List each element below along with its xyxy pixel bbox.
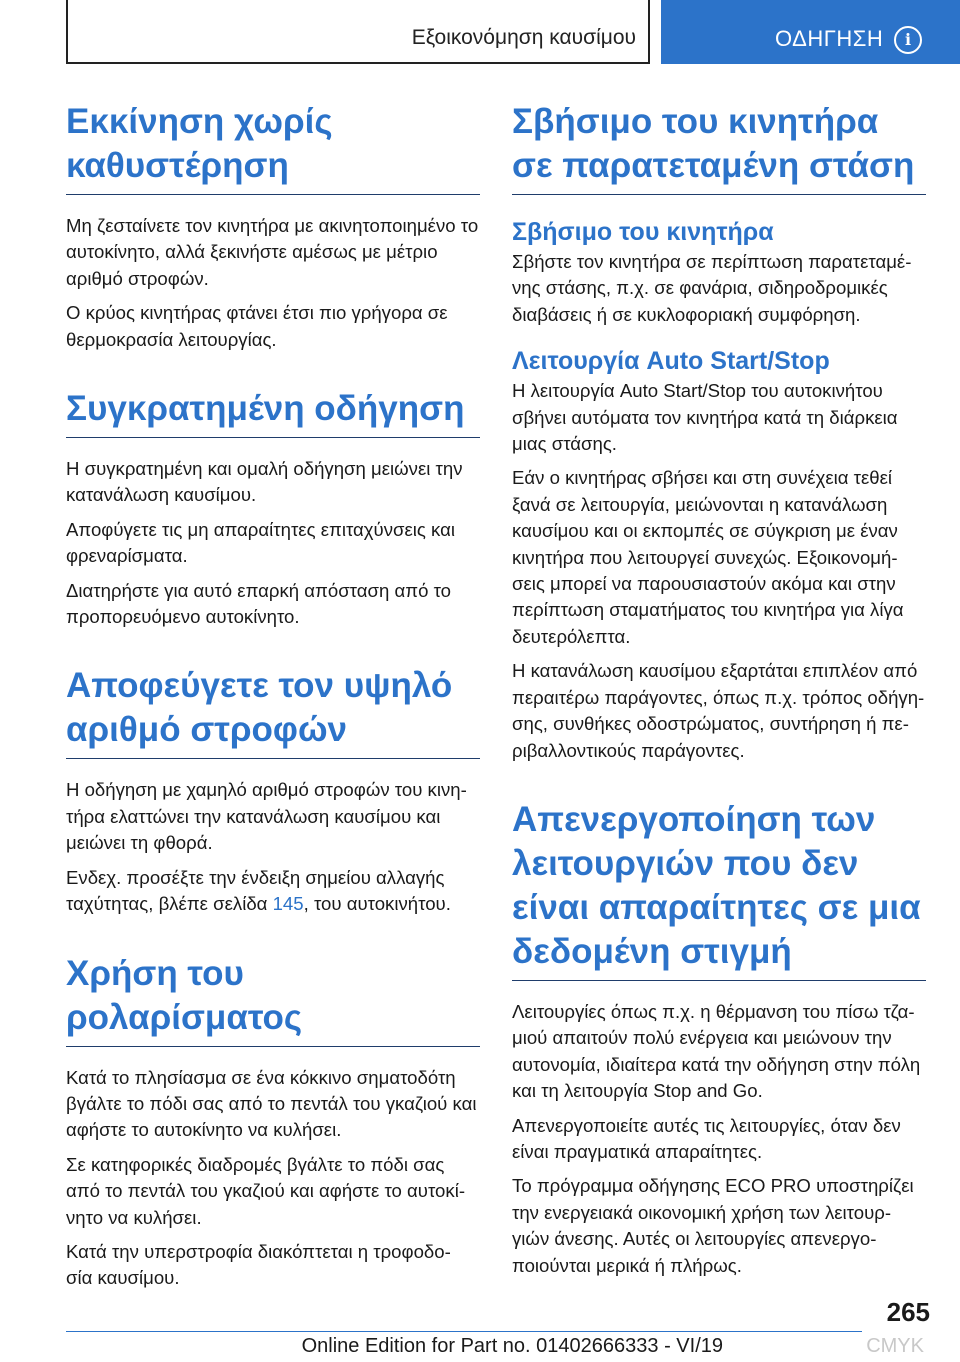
paragraph: Το πρόγραμμα οδήγησης ECO PRO υποστηρίζει την ενεργειακά οικονομική χρήση των λειτουρ- γιών άνεσης. Αυτές οι λειτουργίες απενεργο- ποιούνται μερικά ή πλήρως.: [512, 1175, 914, 1276]
header-section-title: Εξοικονόμηση καυσίμου: [411, 26, 636, 49]
section-heading: Εκκίνηση χωρίς καθυστέρηση: [66, 100, 480, 195]
section-coasting: [66, 952, 480, 1292]
section-heading: Χρήση του ρολαρίσματος: [66, 952, 480, 1047]
paragraph: Εάν ο κινητήρας σβήσει και στη συνέχεια τεθεί ξανά σε λειτουργία, μειώνονται η κατανάλωση καυσίμου και οι εκπομπές σε σύγκριση με έναν κινητήρα που λειτουργεί συνεχώς. Εξοικονομή- σεις μπορεί να παρουσιαστούν ακόμα και στην περίπτωση σταματήματος του κινητήρα για λίγα δευτερόλεπτα.: [512, 467, 904, 647]
header-chapter-label: ΟΔΗΓΗΣΗ: [775, 26, 884, 51]
paragraph: Κατά το πλησίασμα σε ένα κόκκινο σηματοδότη βγάλτε το πόδι σας από το πεντάλ του γκαζιού και αφήστε το αυτοκίνητο να κυλήσει.: [66, 1066, 477, 1141]
section-moderate-driving: [66, 387, 480, 630]
footer-divider: [66, 1331, 862, 1332]
paragraph: Σβήστε τον κινητήρα σε περίπτωση παρατεταμέ- νης στάσης, π.χ. σε φανάρια, σιδηροδρομικές διαβάσεις ή σε κυκλοφοριακή συμφόρηση.: [512, 251, 912, 325]
paragraph: Ενδεχ. προσέξτε την ένδειξη σημείου αλλαγής ταχύτητας, βλέπε σελίδα 145, του αυτοκινήτου.: [66, 866, 451, 915]
section-avoid-high-rpm: [66, 664, 480, 917]
paragraph: Μη ζεσταίνετε τον κινητήρα με ακινητοποιημένο το αυτοκίνητο, αλλά ξεκινήστε αμέσως με μέτριο αριθμό στροφών.: [66, 215, 479, 289]
section-heading: Αποφεύγετε τον υψηλό αριθμό στροφών: [66, 664, 480, 759]
paragraph: Λειτουργίες όπως π.χ. η θέρμανση του πίσω τζα- μιού απαιτούν πολύ ενέργεια και μειώνουν την αυτονομία, ιδιαίτερα κατά την οδήγηση στην πόλη και τη λειτουργία Stop and Go.: [512, 1000, 921, 1102]
section-heading: Συγκρατημένη οδήγηση: [66, 387, 480, 438]
right-column: [512, 100, 926, 1313]
paragraph: Η συγκρατημένη και ομαλή οδήγηση μειώνει την κατανάλωση καυσίμου.: [66, 458, 463, 506]
section-engine-off-long-stop: [512, 100, 926, 764]
paragraph: Αποφύγετε τις μη απαραίτητες επιταχύνσεις και φρεναρίσματα.: [66, 518, 455, 567]
page-number: 265: [886, 1297, 930, 1327]
paragraph: Η λειτουργία Auto Start/Stop του αυτοκινήτου σβήνει αυτόματα τον κινητήρα κατά τη διάρκεια μιας στάσης.: [512, 380, 898, 455]
header-chapter-tab: [661, 0, 960, 64]
paragraph: Κατά την υπερστροφία διακόπτεται η τροφοδο- σία καυσίμου.: [66, 1240, 451, 1289]
paragraph: Ο κρύος κινητήρας φτάνει έτσι πιο γρήγορα σε θερμοκρασία λειτουργίας.: [66, 302, 448, 350]
left-column: [66, 100, 480, 1326]
edition-suffix: CMYK: [866, 1335, 924, 1357]
info-icon: i: [894, 26, 922, 54]
subsection-heading: Λειτουργία Auto Start/Stop: [512, 347, 830, 376]
edition-note: Online Edition for Part no. 01402666333 - VI/19: [301, 1335, 723, 1357]
paragraph: Απενεργοποιείτε αυτές τις λειτουργίες, όταν δεν είναι πραγματικά απαραίτητες.: [512, 1114, 901, 1162]
paragraph: Διατηρήστε για αυτό επαρκή απόσταση από το προπορευόμενο αυτοκίνητο.: [66, 579, 451, 628]
section-disable-functions: [512, 798, 926, 1279]
subsection-heading: Σβήσιμο του κινητήρα: [512, 218, 774, 246]
section-heading: Σβήσιμο του κινητήρα σε παρατεταμένη στάση: [512, 100, 926, 195]
paragraph: Η οδήγηση με χαμηλό αριθμό στροφών του κινη- τήρα ελαττώνει την κατανάλωση καυσίμου και μειώνει τη φθορά.: [66, 779, 467, 854]
paragraph: Σε κατηφορικές διαδρομές βγάλτε το πόδι σας από το πεντάλ του γκαζιού και αφήστε το αυτοκί- νητο να κυλήσει.: [66, 1153, 466, 1228]
section-start-without-delay: [66, 100, 480, 353]
paragraph: Η κατανάλωση καυσίμου εξαρτάται επιπλέον από περαιτέρω παράγοντες, όπως π.χ. τρόπος οδήγη- σης, συνθήκες οδοστρώματος, συντήρηση ή πε- ριβαλλοντικούς παράγοντες.: [512, 660, 925, 761]
section-heading: Απενεργοποίηση των λειτουργιών που δεν είναι απαραίτητες σε μια δεδομένη στιγμή: [512, 798, 926, 981]
header-section-box: [66, 0, 650, 64]
page-reference-link[interactable]: 145: [272, 893, 304, 915]
